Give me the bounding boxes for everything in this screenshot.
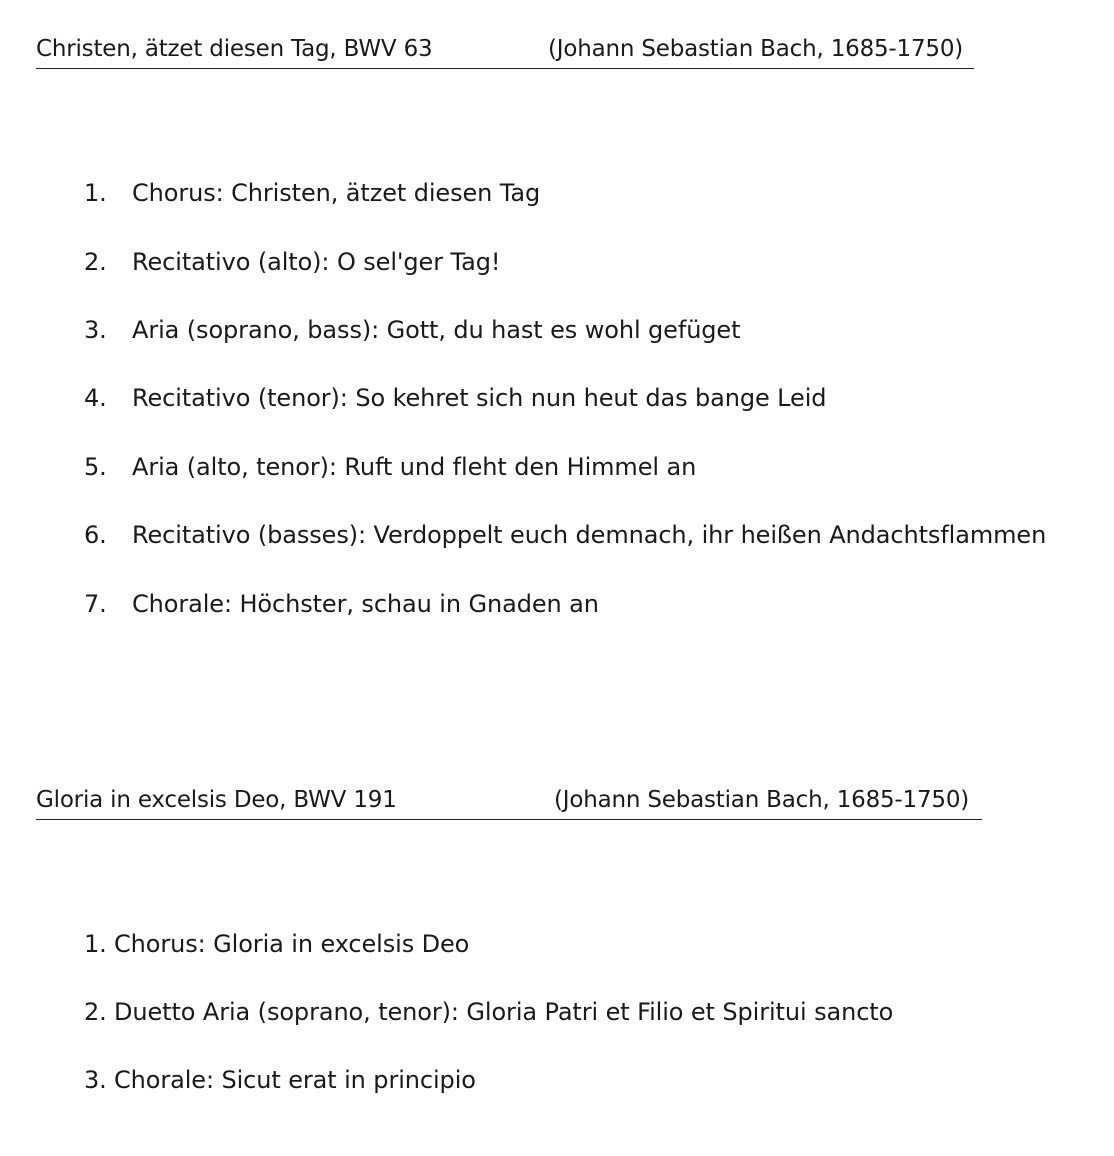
- cantata-1-composer: (Johann Sebastian Bach, 1685-1750): [548, 36, 964, 62]
- movement-text: Aria (alto, tenor): Ruft und fleht den Himmel an: [132, 453, 697, 481]
- movement-text: Chorus: Gloria in excelsis Deo: [114, 930, 470, 958]
- movement-text: Recitativo (tenor): So kehret sich nun heut das bange Leid: [132, 384, 827, 412]
- movement-number: 2.: [84, 998, 107, 1026]
- movement-text: Chorale: Sicut erat in principio: [114, 1066, 476, 1094]
- cantata-2-title: Gloria in excelsis Deo, BWV 191: [36, 787, 397, 813]
- movement-text: Chorus: Christen, ätzet diesen Tag: [132, 179, 541, 207]
- movement-text: Chorale: Höchster, schau in Gnaden an: [132, 590, 599, 618]
- cantata-1-header: [36, 34, 974, 69]
- movement-number: 2.: [84, 248, 107, 276]
- movement-text: Recitativo (alto): O sel'ger Tag!: [132, 248, 501, 276]
- movement-text: Aria (soprano, bass): Gott, du hast es wohl gefüget: [132, 316, 741, 344]
- movement-number: 1.: [84, 179, 107, 207]
- movement-number: 3.: [84, 1066, 107, 1094]
- movement-text: Recitativo (basses): Verdoppelt euch demnach, ihr heißen Andachtsflammen: [132, 521, 1047, 549]
- movement-number: 5.: [84, 453, 107, 481]
- cantata-2-composer: (Johann Sebastian Bach, 1685-1750): [554, 787, 970, 813]
- movement-number: 4.: [84, 384, 107, 412]
- movement-text: Duetto Aria (soprano, tenor): Gloria Patri et Filio et Spiritui sancto: [114, 998, 894, 1026]
- cantata-2-header: [36, 785, 982, 820]
- cantata-1-title: Christen, ätzet diesen Tag, BWV 63: [36, 36, 433, 62]
- movement-number: 6.: [84, 521, 107, 549]
- movement-number: 7.: [84, 590, 107, 618]
- movement-number: 3.: [84, 316, 107, 344]
- movement-number: 1.: [84, 930, 107, 958]
